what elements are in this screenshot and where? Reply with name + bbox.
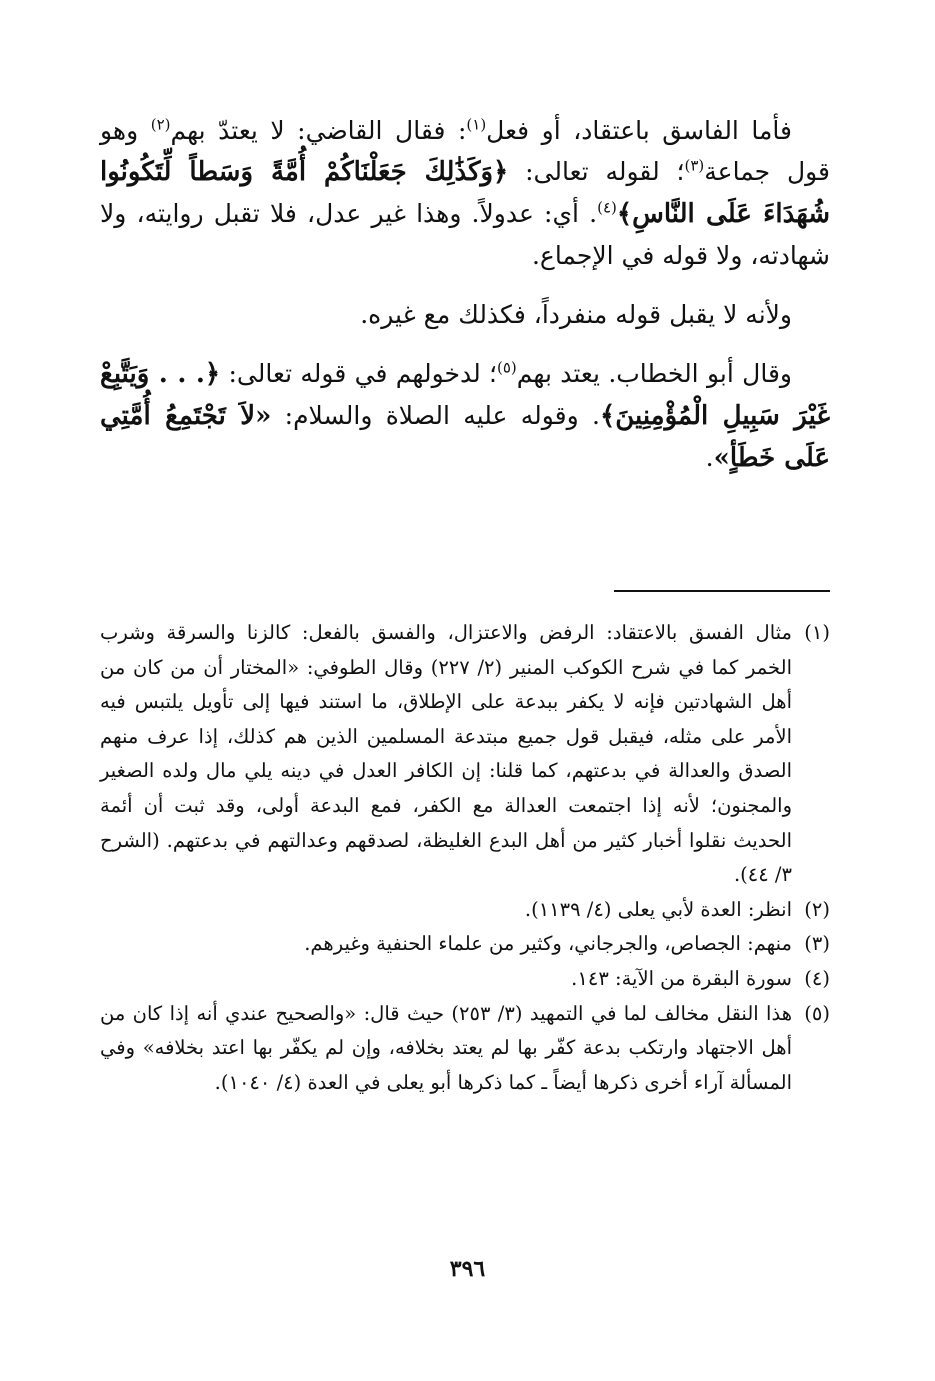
footnote xyxy=(100,616,830,893)
footnote-number: (٢) xyxy=(804,897,830,921)
footnote-number: (٥) xyxy=(804,1001,830,1025)
footnote xyxy=(100,962,830,997)
footnote-ref: (٤) xyxy=(597,198,617,217)
footnote-number: (٤) xyxy=(804,966,830,990)
page-number: ٣٩٦ xyxy=(449,1256,486,1282)
paragraph xyxy=(100,294,830,335)
footnote-text: منهم: الجصاص، والجرجاني، وكثير من علماء الحنفية وغيرهم. xyxy=(304,932,792,956)
footnote-text: مثال الفسق بالاعتقاد: الرفض والاعتزال، والفسق بالفعل: كالزنا والسرقة وشرب الخمر كما في شرح الكوكب المنير (٢/ ٢٢٧) وقال الطوفي: «المختار أن من كان من أهل الشهادتين فإنه لا يكفر ببدعة على الإطلاق، ما استند فيها إلى تأويل يلتبس فيه الأمر على مثله، فيقبل قول جميع مبتدعة المسلمين الذين هم كذلك، إذا عرف منهم الصدق والعدالة في بدعتهم، كما قلنا: إن الكافر العدل في دينه يلي مال ولده الصغير والمجنون؛ لأنه إذا اجتمعت العدالة مع الكفر، فمع البدعة أولى، وقد ثبت أن أئمة الحديث نقلوا أخبار كثير من أهل البدع الغليظة، لصدقهم وعدالتهم في بدعتهم. (الشرح ٣/ ٤٤). xyxy=(100,621,792,887)
footnote-ref: (٢) xyxy=(150,115,171,134)
text-run: ولأنه لا يقبل قوله منفرداً، فكذلك مع غيره. xyxy=(360,300,792,329)
text-run: . xyxy=(705,443,714,472)
text-run: فأما الفاسق باعتقاد، أو فعل xyxy=(486,116,792,145)
quotation: «لاَ تَجْتَمِعُ أُمَّتِي عَلَى خَطَأٍ» xyxy=(100,401,830,473)
footnote-number: (٣) xyxy=(804,932,830,956)
footnote-text: هذا النقل مخالف لما في التمهيد (٣/ ٢٥٣) حيث قال: «والصحيح عندي أنه إذا كان من أهل الاجتهاد وارتكب بدعة كفّر بها لم يعتد بخلافه، وإن لم يكفّر بها اعتد بخلافه» وفي المسألة آراء أخرى ذكرها أيضاً ـ كما ذكرها أبو يعلى في العدة (٤/ ١٠٤٠). xyxy=(100,1001,792,1094)
footnote xyxy=(100,927,830,962)
footnote-text: انظر: العدة لأبي يعلى (٤/ ١١٣٩). xyxy=(524,897,792,921)
footnote-ref: (٥) xyxy=(497,358,517,377)
text-run: : فقال القاضي: لا يعتدّ بهم xyxy=(170,116,467,145)
text-run: . وقوله عليه الصلاة والسلام: xyxy=(271,401,600,430)
footnote-separator xyxy=(614,590,830,592)
text-run: ؛ لدخولهم في قوله تعالى: xyxy=(220,359,497,388)
main-text xyxy=(100,110,830,497)
text-run: وقال أبو الخطاب. يعتد بهم xyxy=(516,359,792,388)
text-run: وهو قول جماعة xyxy=(100,116,831,186)
footnote-ref: (١) xyxy=(466,115,487,134)
text-run: . أي: عدولاً. وهذا غير عدل، فلا تقبل روايته، ولا شهادته، ولا قوله في الإجماع. xyxy=(100,199,830,270)
paragraph xyxy=(100,353,830,479)
paragraph xyxy=(100,110,830,276)
text-run: ؛ لقوله تعالى: xyxy=(508,157,685,186)
footnote xyxy=(100,997,830,1101)
footnote-number: (١) xyxy=(804,621,830,644)
footnotes xyxy=(100,616,830,1100)
quotation: ﴿. . . وَيَتَّبِعْ غَيْرَ سَبِيلِ الْمُؤْمِنِينَ﴾ xyxy=(100,359,831,431)
quotation: ﴿وَكَذَٰلِكَ جَعَلْنَاكُمْ أُمَّةً وَسَطاً لِّتَكُونُوا شُهَدَاءَ عَلَى النَّاسِ﴾ xyxy=(100,157,830,229)
footnote xyxy=(100,893,830,928)
footnote-text: سورة البقرة من الآية: ١٤٣. xyxy=(571,966,792,990)
footnote-ref: (٣) xyxy=(684,156,705,175)
